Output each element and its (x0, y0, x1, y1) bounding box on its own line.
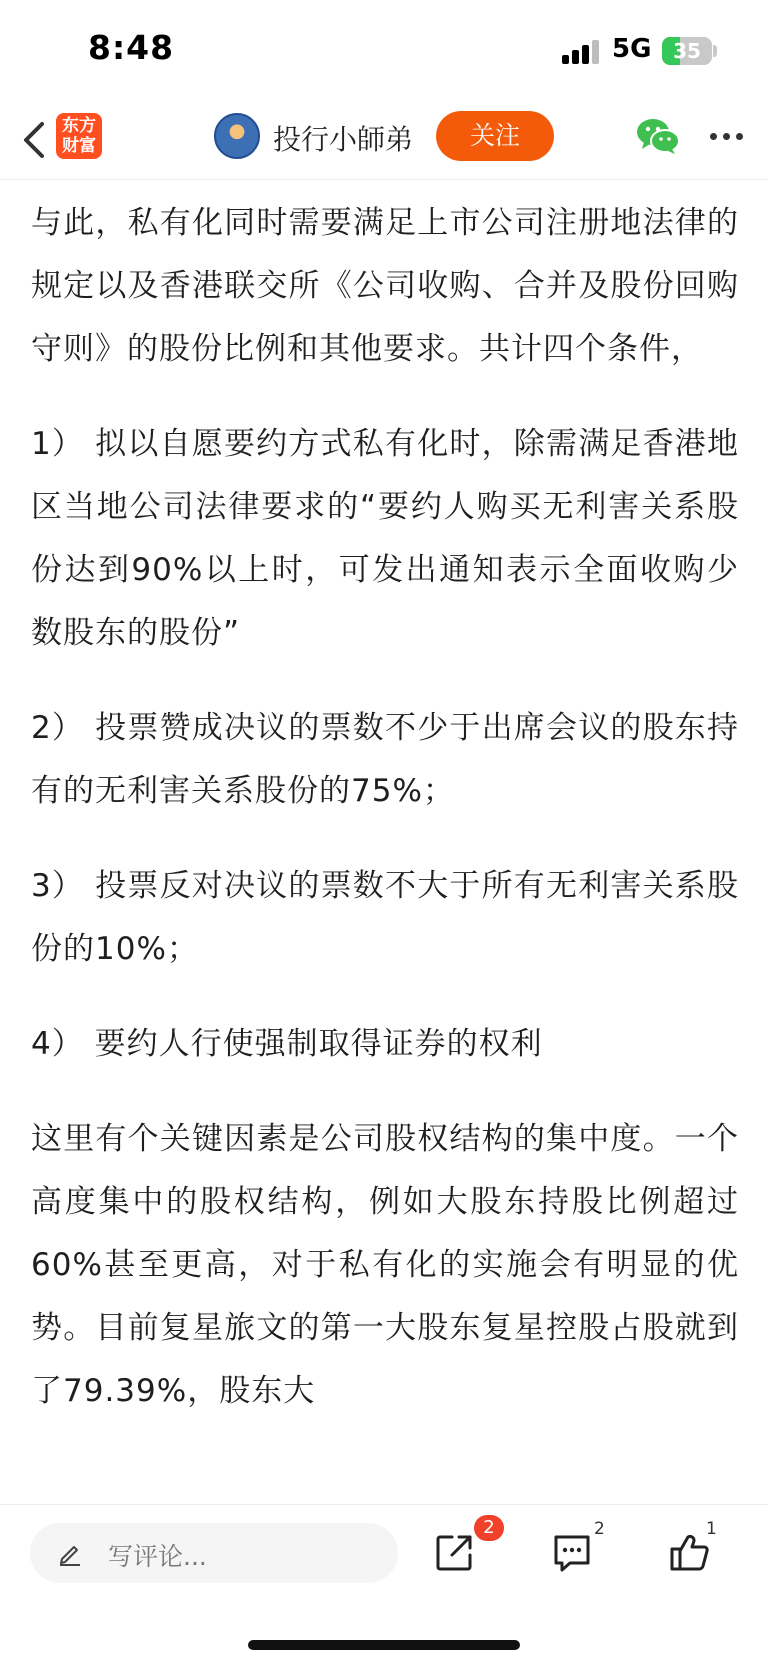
comment-icon[interactable] (550, 1531, 594, 1575)
comment-input[interactable] (30, 1523, 398, 1583)
back-chevron-icon[interactable] (20, 118, 50, 162)
cellular-signal-icon (562, 40, 600, 64)
article-paragraph: 1） 拟以自愿要约方式私有化时，除需满足香港地区当地公司法律要求的“要约人购买无利害关系股份达到90%以上时，可发出通知表示全面收购少数股东的股份” (31, 426, 739, 651)
like-count: 1 (706, 1519, 717, 1539)
status-time: 8:48 (88, 28, 175, 67)
author-avatar[interactable] (214, 113, 260, 159)
comment-placeholder: 写评论... (108, 1542, 207, 1571)
nav-bar (0, 100, 768, 180)
home-indicator[interactable] (248, 1640, 520, 1650)
pen-icon (56, 1539, 84, 1567)
follow-button[interactable]: 关注 (436, 111, 554, 161)
app-logo[interactable]: 东方财富 (56, 113, 102, 159)
author-name[interactable]: 投行小師弟 (273, 123, 414, 156)
battery-tip (713, 45, 717, 57)
status-bar (0, 0, 768, 100)
article-paragraph: 4） 要约人行使强制取得证券的权利 (31, 1026, 543, 1062)
battery-icon (662, 37, 712, 65)
article-paragraph: 3） 投票反对决议的票数不大于所有无利害关系股份的10%； (31, 868, 739, 967)
article-paragraph: 2） 投票赞成决议的票数不少于出席会议的股东持有的无利害关系股份的75%； (31, 710, 739, 809)
article-body (31, 192, 739, 1455)
article-paragraph: 与此，私有化同时需要满足上市公司注册地法律的规定以及香港联交所《公司收购、合并及股份回购守则》的股份比例和其他要求。共计四个条件， (31, 205, 739, 367)
article-paragraph: 这里有个关键因素是公司股权结构的集中度。一个高度集中的股权结构，例如大股东持股比例超过60%甚至更高，对于私有化的实施会有明显的优势。目前复星旅文的第一大股东复星控股占股就到了79.39%，股东大 (31, 1121, 739, 1409)
share-badge: 2 (474, 1515, 504, 1541)
more-options-icon[interactable] (710, 130, 744, 142)
battery-level: 35 (673, 39, 701, 63)
network-type: 5G (612, 34, 652, 64)
comment-count: 2 (594, 1519, 605, 1539)
share-icon[interactable] (432, 1531, 476, 1575)
bottom-action-bar (0, 1504, 768, 1663)
wechat-share-icon[interactable] (636, 116, 680, 156)
